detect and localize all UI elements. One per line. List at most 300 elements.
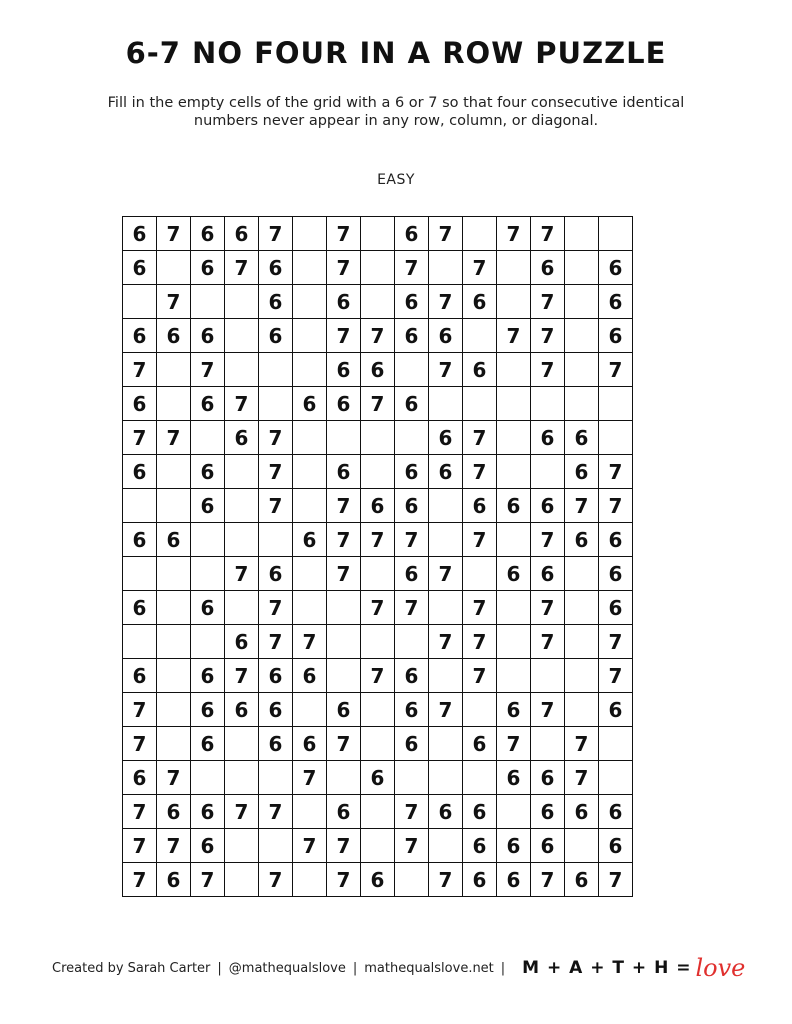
- grid-cell-given: 6: [463, 353, 497, 387]
- grid-cell-given: 6: [565, 455, 599, 489]
- grid-cell-empty[interactable]: [293, 285, 327, 319]
- grid-row: [123, 557, 633, 591]
- grid-cell-empty[interactable]: [429, 251, 463, 285]
- grid-cell-given: 7: [191, 353, 225, 387]
- grid-cell-empty[interactable]: [293, 795, 327, 829]
- grid-cell-empty[interactable]: [327, 421, 361, 455]
- grid-row: [123, 625, 633, 659]
- grid-cell-empty[interactable]: [497, 795, 531, 829]
- grid-cell-empty[interactable]: [429, 387, 463, 421]
- grid-row: [123, 795, 633, 829]
- grid-cell-given: 7: [463, 523, 497, 557]
- grid-cell-given: 7: [429, 625, 463, 659]
- grid-cell-empty[interactable]: [599, 761, 633, 795]
- grid-cell-given: 6: [293, 659, 327, 693]
- grid-cell-given: 6: [599, 829, 633, 863]
- grid-cell-given: 6: [599, 557, 633, 591]
- grid-cell-empty[interactable]: [225, 761, 259, 795]
- grid-cell-given: 6: [123, 217, 157, 251]
- grid-cell-empty[interactable]: [293, 353, 327, 387]
- grid-cell-empty[interactable]: [565, 625, 599, 659]
- grid-cell-given: 7: [531, 863, 565, 897]
- grid-cell-given: 6: [123, 659, 157, 693]
- grid-cell-empty[interactable]: [395, 353, 429, 387]
- grid-cell-empty[interactable]: [565, 659, 599, 693]
- grid-cell-given: 7: [327, 863, 361, 897]
- grid-cell-given: 6: [191, 693, 225, 727]
- grid-cell-given: 6: [259, 693, 293, 727]
- grid-cell-given: 7: [497, 217, 531, 251]
- grid-cell-empty[interactable]: [531, 387, 565, 421]
- grid-cell-empty[interactable]: [395, 421, 429, 455]
- grid-cell-empty[interactable]: [361, 795, 395, 829]
- grid-cell-empty[interactable]: [531, 659, 565, 693]
- grid-cell-empty[interactable]: [157, 693, 191, 727]
- grid-cell-empty[interactable]: [361, 693, 395, 727]
- grid-cell-given: 6: [191, 795, 225, 829]
- grid-cell-given: 6: [497, 693, 531, 727]
- grid-cell-given: 7: [599, 863, 633, 897]
- grid-cell-empty[interactable]: [157, 353, 191, 387]
- grid-cell-given: 7: [157, 285, 191, 319]
- grid-cell-empty[interactable]: [157, 489, 191, 523]
- grid-cell-given: 7: [327, 319, 361, 353]
- grid-cell-given: 6: [531, 829, 565, 863]
- grid-cell-given: 7: [463, 421, 497, 455]
- grid-cell-given: 6: [327, 387, 361, 421]
- grid-cell-given: 7: [531, 319, 565, 353]
- grid-cell-given: 6: [259, 285, 293, 319]
- grid-cell-given: 6: [157, 319, 191, 353]
- difficulty-label: EASY: [377, 172, 415, 188]
- grid-cell-given: 7: [429, 557, 463, 591]
- footer-handle: @mathequalslove: [228, 960, 346, 976]
- grid-cell-given: 6: [599, 795, 633, 829]
- grid-cell-given: 6: [191, 217, 225, 251]
- grid-cell-empty[interactable]: [157, 455, 191, 489]
- grid-cell-empty[interactable]: [157, 727, 191, 761]
- grid-cell-empty[interactable]: [395, 761, 429, 795]
- grid-cell-empty[interactable]: [259, 829, 293, 863]
- grid-cell-empty[interactable]: [191, 421, 225, 455]
- grid-cell-given: 7: [429, 285, 463, 319]
- grid-cell-given: 6: [191, 251, 225, 285]
- grid-cell-empty[interactable]: [429, 659, 463, 693]
- grid-cell-empty[interactable]: [361, 285, 395, 319]
- grid-cell-empty[interactable]: [293, 319, 327, 353]
- grid-cell-given: 6: [293, 727, 327, 761]
- grid-cell-given: 7: [259, 455, 293, 489]
- grid-cell-given: 7: [361, 387, 395, 421]
- grid-cell-empty[interactable]: [157, 659, 191, 693]
- puzzle-grid-body: [123, 217, 633, 897]
- grid-cell-given: 6: [531, 557, 565, 591]
- grid-cell-given: 6: [429, 319, 463, 353]
- grid-cell-given: 6: [293, 523, 327, 557]
- grid-cell-empty[interactable]: [565, 693, 599, 727]
- grid-cell-empty[interactable]: [565, 319, 599, 353]
- grid-cell-empty[interactable]: [497, 591, 531, 625]
- grid-cell-empty[interactable]: [293, 557, 327, 591]
- grid-cell-given: 6: [395, 217, 429, 251]
- grid-cell-given: 7: [565, 727, 599, 761]
- grid-cell-given: 7: [327, 829, 361, 863]
- grid-cell-empty[interactable]: [599, 727, 633, 761]
- grid-cell-given: 7: [259, 795, 293, 829]
- grid-cell-given: 6: [191, 829, 225, 863]
- grid-cell-given: 7: [395, 795, 429, 829]
- grid-cell-given: 7: [123, 829, 157, 863]
- grid-cell-empty[interactable]: [361, 557, 395, 591]
- grid-cell-given: 6: [463, 285, 497, 319]
- grid-cell-empty[interactable]: [463, 217, 497, 251]
- grid-cell-empty[interactable]: [225, 285, 259, 319]
- grid-cell-empty[interactable]: [327, 659, 361, 693]
- grid-cell-empty[interactable]: [463, 761, 497, 795]
- grid-cell-given: 7: [225, 387, 259, 421]
- grid-cell-given: 7: [259, 421, 293, 455]
- brand-love-word: love: [695, 954, 746, 982]
- grid-cell-empty[interactable]: [225, 829, 259, 863]
- grid-cell-given: 7: [123, 795, 157, 829]
- grid-cell-empty[interactable]: [531, 727, 565, 761]
- grid-cell-empty[interactable]: [157, 557, 191, 591]
- grid-cell-given: 7: [463, 591, 497, 625]
- footer-separator: |: [217, 960, 222, 976]
- grid-cell-given: 7: [395, 591, 429, 625]
- grid-cell-given: 7: [293, 625, 327, 659]
- grid-cell-given: 6: [259, 319, 293, 353]
- grid-cell-given: 7: [259, 489, 293, 523]
- grid-cell-empty[interactable]: [191, 285, 225, 319]
- grid-row: [123, 523, 633, 557]
- grid-cell-empty[interactable]: [327, 591, 361, 625]
- grid-cell-given: 6: [123, 387, 157, 421]
- grid-cell-given: 6: [259, 251, 293, 285]
- grid-cell-given: 6: [395, 489, 429, 523]
- grid-row: [123, 353, 633, 387]
- grid-cell-given: 6: [259, 659, 293, 693]
- grid-cell-given: 7: [395, 251, 429, 285]
- grid-cell-given: 7: [395, 829, 429, 863]
- grid-cell-empty[interactable]: [497, 353, 531, 387]
- grid-cell-empty[interactable]: [293, 693, 327, 727]
- grid-cell-given: 6: [395, 557, 429, 591]
- grid-cell-given: 6: [565, 863, 599, 897]
- grid-cell-empty[interactable]: [463, 319, 497, 353]
- grid-cell-empty[interactable]: [259, 387, 293, 421]
- grid-cell-given: 6: [599, 285, 633, 319]
- grid-cell-given: 7: [157, 829, 191, 863]
- grid-cell-given: 6: [123, 455, 157, 489]
- grid-cell-empty[interactable]: [293, 863, 327, 897]
- grid-cell-given: 7: [463, 659, 497, 693]
- grid-cell-empty[interactable]: [565, 353, 599, 387]
- grid-cell-given: 6: [327, 353, 361, 387]
- grid-cell-empty[interactable]: [225, 455, 259, 489]
- grid-cell-given: 6: [531, 251, 565, 285]
- grid-cell-given: 6: [497, 829, 531, 863]
- grid-cell-empty[interactable]: [123, 489, 157, 523]
- grid-cell-given: 6: [463, 795, 497, 829]
- footer-website[interactable]: mathequalslove.net: [364, 960, 494, 976]
- grid-cell-empty[interactable]: [361, 217, 395, 251]
- grid-cell-given: 7: [429, 217, 463, 251]
- grid-cell-given: 6: [565, 421, 599, 455]
- grid-cell-empty[interactable]: [225, 727, 259, 761]
- grid-cell-given: 6: [599, 693, 633, 727]
- grid-cell-empty[interactable]: [429, 591, 463, 625]
- grid-cell-empty[interactable]: [361, 455, 395, 489]
- footer-separator: |: [500, 960, 506, 976]
- grid-cell-given: 7: [395, 523, 429, 557]
- grid-cell-given: 6: [463, 727, 497, 761]
- puzzle-grid: [122, 216, 633, 897]
- grid-cell-given: 6: [429, 421, 463, 455]
- grid-cell-given: 7: [327, 727, 361, 761]
- grid-cell-given: 6: [225, 625, 259, 659]
- grid-cell-empty[interactable]: [123, 557, 157, 591]
- grid-cell-empty[interactable]: [123, 625, 157, 659]
- grid-cell-given: 6: [395, 387, 429, 421]
- grid-cell-given: 6: [531, 761, 565, 795]
- grid-cell-empty[interactable]: [429, 829, 463, 863]
- grid-cell-given: 7: [531, 591, 565, 625]
- grid-cell-given: 7: [327, 557, 361, 591]
- grid-cell-empty[interactable]: [293, 217, 327, 251]
- grid-cell-empty[interactable]: [225, 319, 259, 353]
- grid-cell-empty[interactable]: [327, 761, 361, 795]
- grid-cell-empty[interactable]: [157, 251, 191, 285]
- grid-cell-empty[interactable]: [565, 217, 599, 251]
- footer-credit: Created by Sarah Carter: [52, 960, 211, 976]
- grid-cell-given: 7: [293, 761, 327, 795]
- grid-cell-given: 7: [361, 523, 395, 557]
- grid-cell-empty[interactable]: [225, 523, 259, 557]
- grid-cell-given: 6: [599, 319, 633, 353]
- grid-cell-empty[interactable]: [259, 353, 293, 387]
- grid-cell-given: 6: [327, 795, 361, 829]
- grid-cell-given: 7: [327, 523, 361, 557]
- grid-cell-given: 7: [157, 761, 191, 795]
- grid-cell-given: 6: [395, 455, 429, 489]
- grid-cell-empty[interactable]: [565, 591, 599, 625]
- grid-cell-empty[interactable]: [429, 523, 463, 557]
- grid-cell-given: 7: [565, 761, 599, 795]
- grid-cell-given: 6: [157, 863, 191, 897]
- footer: [52, 952, 745, 984]
- grid-cell-empty[interactable]: [599, 421, 633, 455]
- grid-cell-given: 7: [259, 591, 293, 625]
- grid-cell-empty[interactable]: [395, 625, 429, 659]
- grid-cell-empty[interactable]: [225, 591, 259, 625]
- grid-cell-given: 6: [191, 591, 225, 625]
- grid-row: [123, 659, 633, 693]
- grid-cell-given: 6: [123, 319, 157, 353]
- grid-cell-given: 6: [327, 285, 361, 319]
- grid-cell-given: 6: [123, 523, 157, 557]
- grid-cell-empty[interactable]: [429, 489, 463, 523]
- grid-cell-given: 7: [293, 829, 327, 863]
- grid-cell-empty[interactable]: [565, 251, 599, 285]
- grid-cell-empty[interactable]: [225, 863, 259, 897]
- grid-cell-given: 7: [599, 659, 633, 693]
- grid-row: [123, 829, 633, 863]
- puzzle-title: 6-7 NO FOUR IN A ROW PUZZLE: [125, 36, 667, 70]
- brand-logo: [522, 956, 745, 980]
- grid-cell-given: 7: [497, 319, 531, 353]
- grid-cell-empty[interactable]: [123, 285, 157, 319]
- grid-cell-empty[interactable]: [259, 761, 293, 795]
- grid-cell-given: 7: [565, 489, 599, 523]
- grid-cell-empty[interactable]: [565, 285, 599, 319]
- grid-row: [123, 217, 633, 251]
- grid-cell-empty[interactable]: [497, 421, 531, 455]
- grid-cell-empty[interactable]: [361, 727, 395, 761]
- grid-cell-empty[interactable]: [191, 761, 225, 795]
- grid-cell-empty[interactable]: [259, 523, 293, 557]
- footer-separator: |: [352, 960, 358, 976]
- grid-cell-given: 6: [225, 693, 259, 727]
- grid-cell-given: 7: [225, 659, 259, 693]
- grid-cell-given: 7: [123, 421, 157, 455]
- grid-cell-empty[interactable]: [293, 489, 327, 523]
- grid-cell-empty[interactable]: [293, 421, 327, 455]
- grid-cell-empty[interactable]: [361, 421, 395, 455]
- grid-cell-empty[interactable]: [191, 625, 225, 659]
- grid-cell-empty[interactable]: [361, 829, 395, 863]
- grid-cell-given: 7: [327, 217, 361, 251]
- grid-cell-empty[interactable]: [599, 387, 633, 421]
- grid-cell-given: 6: [191, 727, 225, 761]
- grid-cell-empty[interactable]: [157, 591, 191, 625]
- grid-row: [123, 319, 633, 353]
- grid-cell-empty[interactable]: [497, 251, 531, 285]
- grid-cell-given: 6: [599, 523, 633, 557]
- grid-cell-given: 6: [531, 795, 565, 829]
- grid-cell-given: 7: [429, 353, 463, 387]
- grid-cell-given: 6: [327, 455, 361, 489]
- grid-cell-empty[interactable]: [531, 455, 565, 489]
- grid-cell-given: 6: [497, 863, 531, 897]
- grid-cell-empty[interactable]: [497, 285, 531, 319]
- grid-cell-given: 7: [327, 489, 361, 523]
- grid-cell-given: 7: [225, 557, 259, 591]
- grid-cell-given: 6: [599, 251, 633, 285]
- grid-cell-empty[interactable]: [565, 387, 599, 421]
- grid-cell-given: 6: [191, 319, 225, 353]
- brand-letters: M + A + T + H =: [522, 958, 692, 978]
- grid-cell-empty[interactable]: [497, 387, 531, 421]
- grid-cell-given: 7: [123, 727, 157, 761]
- grid-cell-given: 6: [395, 659, 429, 693]
- grid-cell-empty[interactable]: [429, 761, 463, 795]
- grid-cell-given: 6: [191, 659, 225, 693]
- instructions-text: Fill in the empty cells of the grid with a 6 or 7 so that four consecutive identical numbers never appear in any row, column, or diagonal.: [107, 95, 685, 129]
- grid-cell-given: 6: [191, 455, 225, 489]
- grid-cell-given: 6: [361, 761, 395, 795]
- grid-row: [123, 489, 633, 523]
- grid-cell-empty[interactable]: [327, 625, 361, 659]
- grid-cell-empty[interactable]: [463, 557, 497, 591]
- grid-cell-given: 7: [123, 863, 157, 897]
- grid-cell-empty[interactable]: [191, 523, 225, 557]
- grid-cell-empty[interactable]: [293, 455, 327, 489]
- grid-cell-empty[interactable]: [191, 557, 225, 591]
- grid-cell-given: 7: [361, 591, 395, 625]
- grid-cell-given: 6: [361, 353, 395, 387]
- grid-row: [123, 761, 633, 795]
- grid-cell-given: 7: [531, 625, 565, 659]
- grid-cell-empty[interactable]: [293, 251, 327, 285]
- grid-cell-empty[interactable]: [497, 523, 531, 557]
- grid-cell-empty[interactable]: [497, 659, 531, 693]
- grid-cell-given: 7: [259, 217, 293, 251]
- grid-cell-empty[interactable]: [429, 727, 463, 761]
- grid-cell-empty[interactable]: [225, 489, 259, 523]
- grid-cell-given: 7: [361, 659, 395, 693]
- grid-cell-given: 6: [497, 761, 531, 795]
- grid-cell-given: 7: [327, 251, 361, 285]
- grid-cell-given: 6: [259, 557, 293, 591]
- grid-cell-empty[interactable]: [565, 829, 599, 863]
- grid-cell-given: 6: [497, 557, 531, 591]
- grid-cell-given: 6: [531, 421, 565, 455]
- grid-cell-given: 7: [531, 353, 565, 387]
- grid-cell-empty[interactable]: [599, 217, 633, 251]
- grid-cell-given: 7: [599, 489, 633, 523]
- grid-cell-empty[interactable]: [497, 455, 531, 489]
- grid-cell-empty[interactable]: [565, 557, 599, 591]
- grid-cell-given: 7: [259, 863, 293, 897]
- grid-cell-given: 7: [225, 795, 259, 829]
- grid-cell-given: 6: [157, 795, 191, 829]
- grid-cell-given: 6: [395, 285, 429, 319]
- grid-cell-empty[interactable]: [463, 693, 497, 727]
- grid-row: [123, 421, 633, 455]
- grid-cell-given: 7: [429, 863, 463, 897]
- grid-cell-empty[interactable]: [497, 625, 531, 659]
- grid-cell-given: 7: [531, 523, 565, 557]
- grid-cell-given: 7: [225, 251, 259, 285]
- grid-cell-empty[interactable]: [157, 387, 191, 421]
- grid-cell-given: 7: [463, 625, 497, 659]
- grid-row: [123, 727, 633, 761]
- grid-cell-given: 6: [429, 795, 463, 829]
- grid-cell-given: 7: [361, 319, 395, 353]
- grid-cell-empty[interactable]: [157, 625, 191, 659]
- grid-row: [123, 693, 633, 727]
- grid-cell-given: 6: [225, 217, 259, 251]
- grid-cell-empty[interactable]: [293, 591, 327, 625]
- grid-row: [123, 455, 633, 489]
- grid-cell-empty[interactable]: [361, 625, 395, 659]
- grid-cell-given: 6: [565, 795, 599, 829]
- grid-cell-given: 7: [497, 727, 531, 761]
- grid-cell-empty[interactable]: [463, 387, 497, 421]
- grid-cell-empty[interactable]: [361, 251, 395, 285]
- grid-row: [123, 285, 633, 319]
- grid-cell-empty[interactable]: [225, 353, 259, 387]
- grid-cell-given: 6: [293, 387, 327, 421]
- grid-cell-given: 7: [599, 353, 633, 387]
- grid-cell-given: 6: [327, 693, 361, 727]
- grid-cell-given: 6: [191, 489, 225, 523]
- grid-cell-given: 7: [599, 455, 633, 489]
- grid-row: [123, 591, 633, 625]
- grid-cell-given: 7: [157, 217, 191, 251]
- grid-cell-empty[interactable]: [395, 863, 429, 897]
